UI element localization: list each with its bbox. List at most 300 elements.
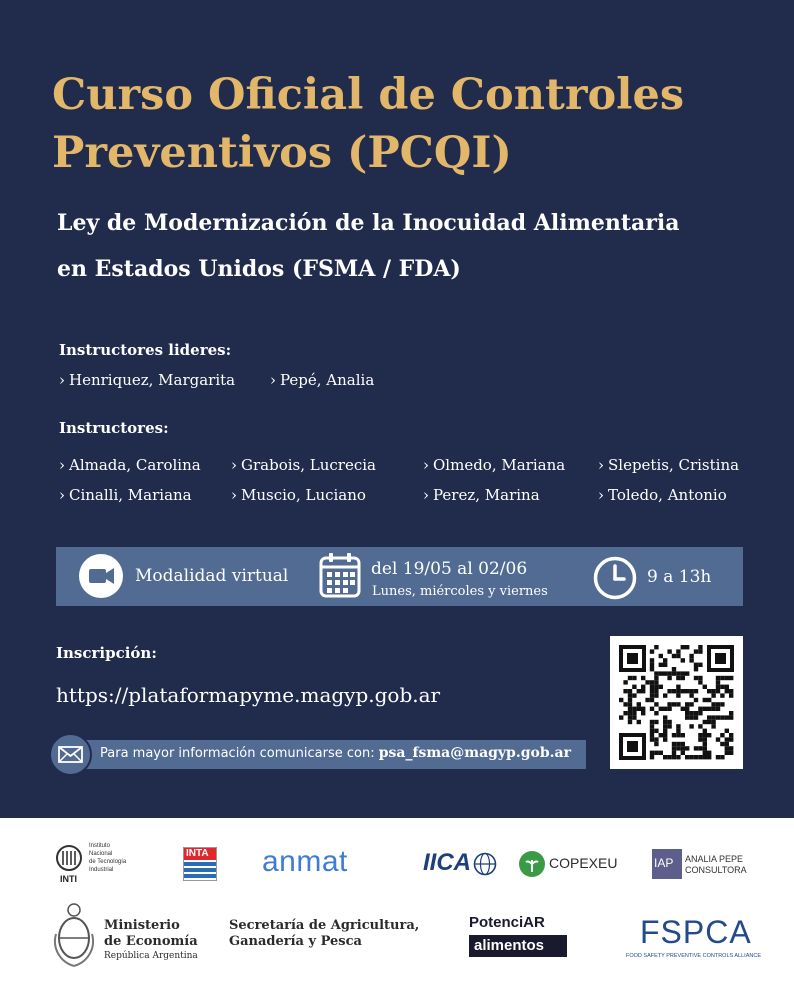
qr-module — [720, 733, 724, 737]
ministerio-line-2: de Economía — [104, 934, 198, 949]
qr-module — [632, 676, 636, 680]
inti-line: Industrial — [89, 867, 114, 873]
qr-module — [654, 720, 658, 724]
fspca-tagline: FOOD SAFETY PREVENTIVE CONTROLS ALLIANCE — [626, 953, 761, 959]
qr-module — [685, 702, 689, 706]
argentina-coat-of-arms-icon — [50, 898, 98, 972]
qr-module — [641, 707, 645, 711]
qr-module — [667, 707, 671, 711]
qr-module — [689, 755, 693, 759]
qr-module — [694, 663, 698, 667]
qr-module — [689, 715, 693, 719]
qr-module — [632, 685, 636, 689]
registration-label: Inscripción: — [56, 644, 157, 662]
qr-module — [694, 746, 698, 750]
qr-module — [694, 649, 698, 653]
qr-module — [650, 649, 654, 653]
qr-module — [681, 733, 685, 737]
inti-line: Nacional — [89, 851, 113, 857]
instructor — [231, 456, 376, 474]
qr-module — [628, 698, 632, 702]
instructors-label: Instructores: — [59, 419, 169, 437]
qr-module — [729, 733, 733, 737]
qr-module — [729, 689, 733, 693]
qr-module — [632, 715, 636, 719]
chevron-right-icon: › — [270, 371, 276, 389]
qr-module — [676, 685, 680, 689]
lead-instructor-name: Pepé, Analia — [280, 371, 375, 389]
qr-module — [703, 720, 707, 724]
qr-module — [689, 654, 693, 658]
qr-module — [641, 676, 645, 680]
qr-module — [619, 698, 623, 702]
qr-module — [628, 715, 632, 719]
qr-module — [703, 751, 707, 755]
qr-module — [650, 658, 654, 662]
qr-module — [628, 720, 632, 724]
secretaria-logo — [229, 918, 419, 950]
qr-module — [663, 733, 667, 737]
qr-module — [681, 746, 685, 750]
qr-module — [725, 689, 729, 693]
qr-module — [707, 698, 711, 702]
qr-module — [654, 680, 658, 684]
instructor — [423, 456, 565, 474]
qr-module — [703, 755, 707, 759]
subtitle-line-2: en Estados Unidos (FSMA / FDA) — [57, 256, 461, 282]
qr-module — [654, 729, 658, 733]
inti-logo — [48, 838, 134, 890]
qr-module — [650, 689, 654, 693]
qr-module — [729, 737, 733, 741]
qr-module — [667, 724, 671, 728]
qr-module — [681, 742, 685, 746]
qr-module — [663, 693, 667, 697]
qr-module — [711, 689, 715, 693]
qr-module — [676, 702, 680, 706]
qr-module — [698, 746, 702, 750]
qr-module — [698, 724, 702, 728]
qr-module — [672, 654, 676, 658]
qr-module — [725, 737, 729, 741]
qr-module — [654, 751, 658, 755]
chevron-right-icon: › — [598, 486, 604, 504]
qr-module — [663, 724, 667, 728]
qr-module — [720, 693, 724, 697]
instructor-name: Slepetis, Cristina — [608, 456, 740, 474]
iap-line-1: ANALIA PEPE — [685, 854, 744, 864]
qr-module — [716, 707, 720, 711]
qr-module — [703, 729, 707, 733]
secretaria-line-1: Secretaría de Agricultura, — [229, 918, 420, 933]
qr-module — [676, 729, 680, 733]
qr-module — [628, 707, 632, 711]
date-range: del 19/05 al 02/06 — [371, 559, 528, 579]
calendar-icon — [318, 551, 362, 599]
qr-module — [667, 720, 671, 724]
qr-module — [694, 667, 698, 671]
qr-module — [707, 733, 711, 737]
qr-module — [650, 729, 654, 733]
qr-module — [663, 671, 667, 675]
qr-module — [628, 702, 632, 706]
qr-module — [632, 711, 636, 715]
qr-module — [685, 645, 689, 649]
qr-module — [685, 711, 689, 715]
qr-module — [663, 658, 667, 662]
inta-logo — [183, 847, 217, 881]
qr-module — [650, 724, 654, 728]
instructor-name: Almada, Carolina — [69, 456, 201, 474]
qr-module — [650, 667, 654, 671]
qr-module — [729, 676, 733, 680]
instructor — [59, 456, 201, 474]
qr-module — [703, 733, 707, 737]
chevron-right-icon: › — [59, 486, 65, 504]
qr-module — [672, 746, 676, 750]
instructor-name: Olmedo, Mariana — [433, 456, 566, 474]
instructor-name: Toledo, Antonio — [608, 486, 727, 504]
qr-module — [637, 702, 641, 706]
inti-abbr: INTI — [60, 874, 77, 884]
subtitle-line-1: Ley de Modernización de la Inocuidad Alimentaria — [57, 210, 680, 236]
qr-module — [689, 711, 693, 715]
copexeu-text: COPEXEU — [549, 855, 618, 871]
ministerio-line-3: República Argentina — [104, 951, 198, 961]
qr-module — [654, 702, 658, 706]
inta-text: INTA — [186, 848, 209, 859]
secretaria-line-2: Ganadería y Pesca — [229, 934, 362, 949]
alimentos-text: alimentos — [474, 937, 545, 954]
title-line-1: Curso Oficial de Controles — [52, 70, 685, 120]
qr-module — [716, 685, 720, 689]
qr-module — [698, 733, 702, 737]
chevron-right-icon: › — [231, 486, 237, 504]
contact-text — [100, 745, 571, 761]
qr-module — [711, 702, 715, 706]
qr-module — [698, 711, 702, 715]
qr-module — [681, 676, 685, 680]
qr-module — [676, 654, 680, 658]
qr-module — [672, 671, 676, 675]
lead-instructor-name: Henriquez, Margarita — [69, 371, 236, 389]
qr-module — [720, 715, 724, 719]
qr-module — [698, 645, 702, 649]
qr-module — [672, 751, 676, 755]
qr-module — [676, 649, 680, 653]
qr-module — [676, 724, 680, 728]
qr-module — [650, 751, 654, 755]
qr-module — [681, 751, 685, 755]
qr-module — [716, 680, 720, 684]
qr-module — [659, 654, 663, 658]
qr-module — [729, 693, 733, 697]
qr-module — [623, 702, 627, 706]
instructor — [598, 486, 727, 504]
iica-logo — [423, 849, 497, 879]
chevron-right-icon: › — [423, 456, 429, 474]
iap-abbr: IAP — [654, 856, 674, 870]
qr-module — [676, 746, 680, 750]
qr-module — [716, 755, 720, 759]
qr-module — [703, 746, 707, 750]
qr-module — [654, 742, 658, 746]
qr-code[interactable] — [610, 636, 743, 769]
qr-module — [645, 698, 649, 702]
chevron-right-icon: › — [59, 371, 65, 389]
qr-module — [654, 685, 658, 689]
potenciar-text: PotenciAR — [469, 914, 545, 931]
qr-module — [681, 689, 685, 693]
qr-module — [720, 685, 724, 689]
qr-module — [628, 711, 632, 715]
qr-module — [698, 680, 702, 684]
qr-module — [725, 729, 729, 733]
chevron-right-icon: › — [598, 456, 604, 474]
iap-line-2: CONSULTORA — [685, 865, 747, 875]
instructor-name: Muscio, Luciano — [241, 486, 366, 504]
qr-module — [663, 755, 667, 759]
qr-module — [689, 658, 693, 662]
qr-module — [663, 737, 667, 741]
qr-module — [676, 676, 680, 680]
qr-module — [645, 680, 649, 684]
qr-module — [681, 671, 685, 675]
fspca-text: FSPCA — [640, 914, 752, 950]
chevron-right-icon: › — [59, 456, 65, 474]
qr-module — [694, 755, 698, 759]
qr-module — [716, 676, 720, 680]
qr-module — [711, 693, 715, 697]
qr-module — [623, 711, 627, 715]
schedule-time: 9 a 13h — [647, 567, 712, 587]
qr-module — [654, 693, 658, 697]
qr-module — [685, 715, 689, 719]
anmat-logo: anmat — [262, 845, 348, 878]
qr-module — [725, 751, 729, 755]
qr-module — [725, 685, 729, 689]
qr-module — [667, 689, 671, 693]
qr-module — [654, 711, 658, 715]
qr-module — [698, 649, 702, 653]
qr-module — [672, 667, 676, 671]
qr-module — [650, 693, 654, 697]
contact-email[interactable]: psa_fsma@magyp.gob.ar — [378, 745, 571, 761]
lead-instructor — [270, 371, 374, 389]
qr-module — [623, 680, 627, 684]
qr-module — [698, 676, 702, 680]
qr-module — [650, 737, 654, 741]
qr-module — [681, 707, 685, 711]
qr-module — [720, 755, 724, 759]
qr-module — [725, 715, 729, 719]
qr-module — [707, 707, 711, 711]
qr-module — [650, 698, 654, 702]
instructor — [598, 456, 739, 474]
qr-module — [707, 751, 711, 755]
qr-module — [623, 689, 627, 693]
qr-module — [637, 707, 641, 711]
qr-module — [729, 711, 733, 715]
qr-module — [676, 733, 680, 737]
weekdays: Lunes, miércoles y viernes — [372, 584, 548, 599]
qr-module — [672, 742, 676, 746]
qr-module — [654, 737, 658, 741]
qr-module — [694, 715, 698, 719]
qr-module — [725, 742, 729, 746]
qr-module — [703, 707, 707, 711]
qr-module — [672, 733, 676, 737]
qr-module — [641, 685, 645, 689]
qr-module — [650, 685, 654, 689]
qr-module — [694, 711, 698, 715]
qr-module — [663, 729, 667, 733]
qr-module — [703, 742, 707, 746]
qr-module — [711, 707, 715, 711]
qr-module — [720, 742, 724, 746]
fspca-logo — [626, 912, 772, 964]
chevron-right-icon: › — [231, 456, 237, 474]
qr-module — [637, 720, 641, 724]
qr-module — [716, 715, 720, 719]
qr-module — [667, 702, 671, 706]
inti-line: de Tecnología — [89, 859, 127, 865]
qr-module — [676, 742, 680, 746]
qr-module — [681, 658, 685, 662]
qr-module — [698, 755, 702, 759]
qr-module — [685, 755, 689, 759]
qr-module — [641, 689, 645, 693]
qr-module — [663, 663, 667, 667]
qr-module — [628, 693, 632, 697]
qr-module — [703, 698, 707, 702]
qr-module — [729, 746, 733, 750]
qr-module — [707, 755, 711, 759]
qr-module — [654, 671, 658, 675]
qr-module — [654, 645, 658, 649]
qr-module — [681, 645, 685, 649]
title-line-2: Preventivos (PCQI) — [52, 128, 512, 178]
instructor-name: Cinalli, Mariana — [69, 486, 192, 504]
qr-module — [659, 671, 663, 675]
qr-module — [725, 746, 729, 750]
qr-module — [716, 737, 720, 741]
qr-module — [685, 671, 689, 675]
chevron-right-icon: › — [423, 486, 429, 504]
qr-module — [703, 737, 707, 741]
qr-module — [654, 676, 658, 680]
ministerio-logo — [104, 918, 198, 962]
qr-module — [720, 676, 724, 680]
qr-module — [659, 751, 663, 755]
qr-module — [672, 689, 676, 693]
qr-module — [725, 676, 729, 680]
inti-line: Instituto — [89, 843, 111, 849]
qr-module — [663, 720, 667, 724]
qr-module — [729, 715, 733, 719]
qr-module — [694, 676, 698, 680]
qr-module — [628, 689, 632, 693]
qr-module — [667, 671, 671, 675]
qr-module — [654, 689, 658, 693]
qr-module — [689, 702, 693, 706]
modality-text: Modalidad virtual — [135, 566, 289, 586]
video-camera-icon — [79, 554, 123, 598]
qr-module — [676, 671, 680, 675]
qr-module — [689, 724, 693, 728]
iap-logo — [652, 849, 762, 881]
qr-module — [667, 676, 671, 680]
qr-module — [685, 746, 689, 750]
course-subtitle — [57, 200, 757, 292]
qr-module — [650, 733, 654, 737]
qr-module — [707, 689, 711, 693]
qr-module — [720, 702, 724, 706]
qr-module — [694, 689, 698, 693]
course-title — [52, 66, 772, 182]
qr-module — [667, 649, 671, 653]
qr-module — [694, 698, 698, 702]
qr-module — [650, 707, 654, 711]
copexeu-logo — [518, 850, 618, 880]
ministerio-line-1: Ministerio — [104, 918, 180, 933]
qr-module — [698, 663, 702, 667]
qr-module — [707, 720, 711, 724]
qr-module — [659, 685, 663, 689]
qr-module — [667, 755, 671, 759]
potenciar-logo — [469, 914, 569, 960]
qr-module — [663, 707, 667, 711]
qr-module — [632, 707, 636, 711]
lead-instructor — [59, 371, 235, 389]
qr-module — [685, 707, 689, 711]
qr-module — [676, 689, 680, 693]
instructor-name: Grabois, Lucrecia — [241, 456, 376, 474]
qr-module — [641, 711, 645, 715]
qr-module — [711, 720, 715, 724]
qr-module — [716, 702, 720, 706]
qr-module — [628, 676, 632, 680]
qr-module — [637, 689, 641, 693]
qr-module — [689, 689, 693, 693]
lead-instructors-label: Instructores lideres: — [59, 341, 232, 359]
instructor-name: Perez, Marina — [433, 486, 540, 504]
qr-module — [676, 693, 680, 697]
qr-module — [689, 693, 693, 697]
qr-module — [619, 715, 623, 719]
qr-module — [707, 715, 711, 719]
qr-module — [659, 663, 663, 667]
qr-module — [698, 737, 702, 741]
clock-icon — [592, 555, 638, 601]
qr-module — [632, 693, 636, 697]
iica-text: IICA — [423, 849, 471, 876]
qr-module — [663, 715, 667, 719]
qr-module — [698, 707, 702, 711]
envelope-icon — [49, 733, 92, 776]
qr-module — [729, 751, 733, 755]
qr-module — [711, 724, 715, 728]
registration-link[interactable]: https://plataformapyme.magyp.gob.ar — [56, 683, 441, 707]
qr-module — [703, 685, 707, 689]
instructor — [231, 486, 366, 504]
qr-module — [659, 707, 663, 711]
instructor — [423, 486, 540, 504]
qr-module — [659, 733, 663, 737]
qr-module — [650, 680, 654, 684]
instructor — [59, 486, 192, 504]
qr-module — [650, 720, 654, 724]
